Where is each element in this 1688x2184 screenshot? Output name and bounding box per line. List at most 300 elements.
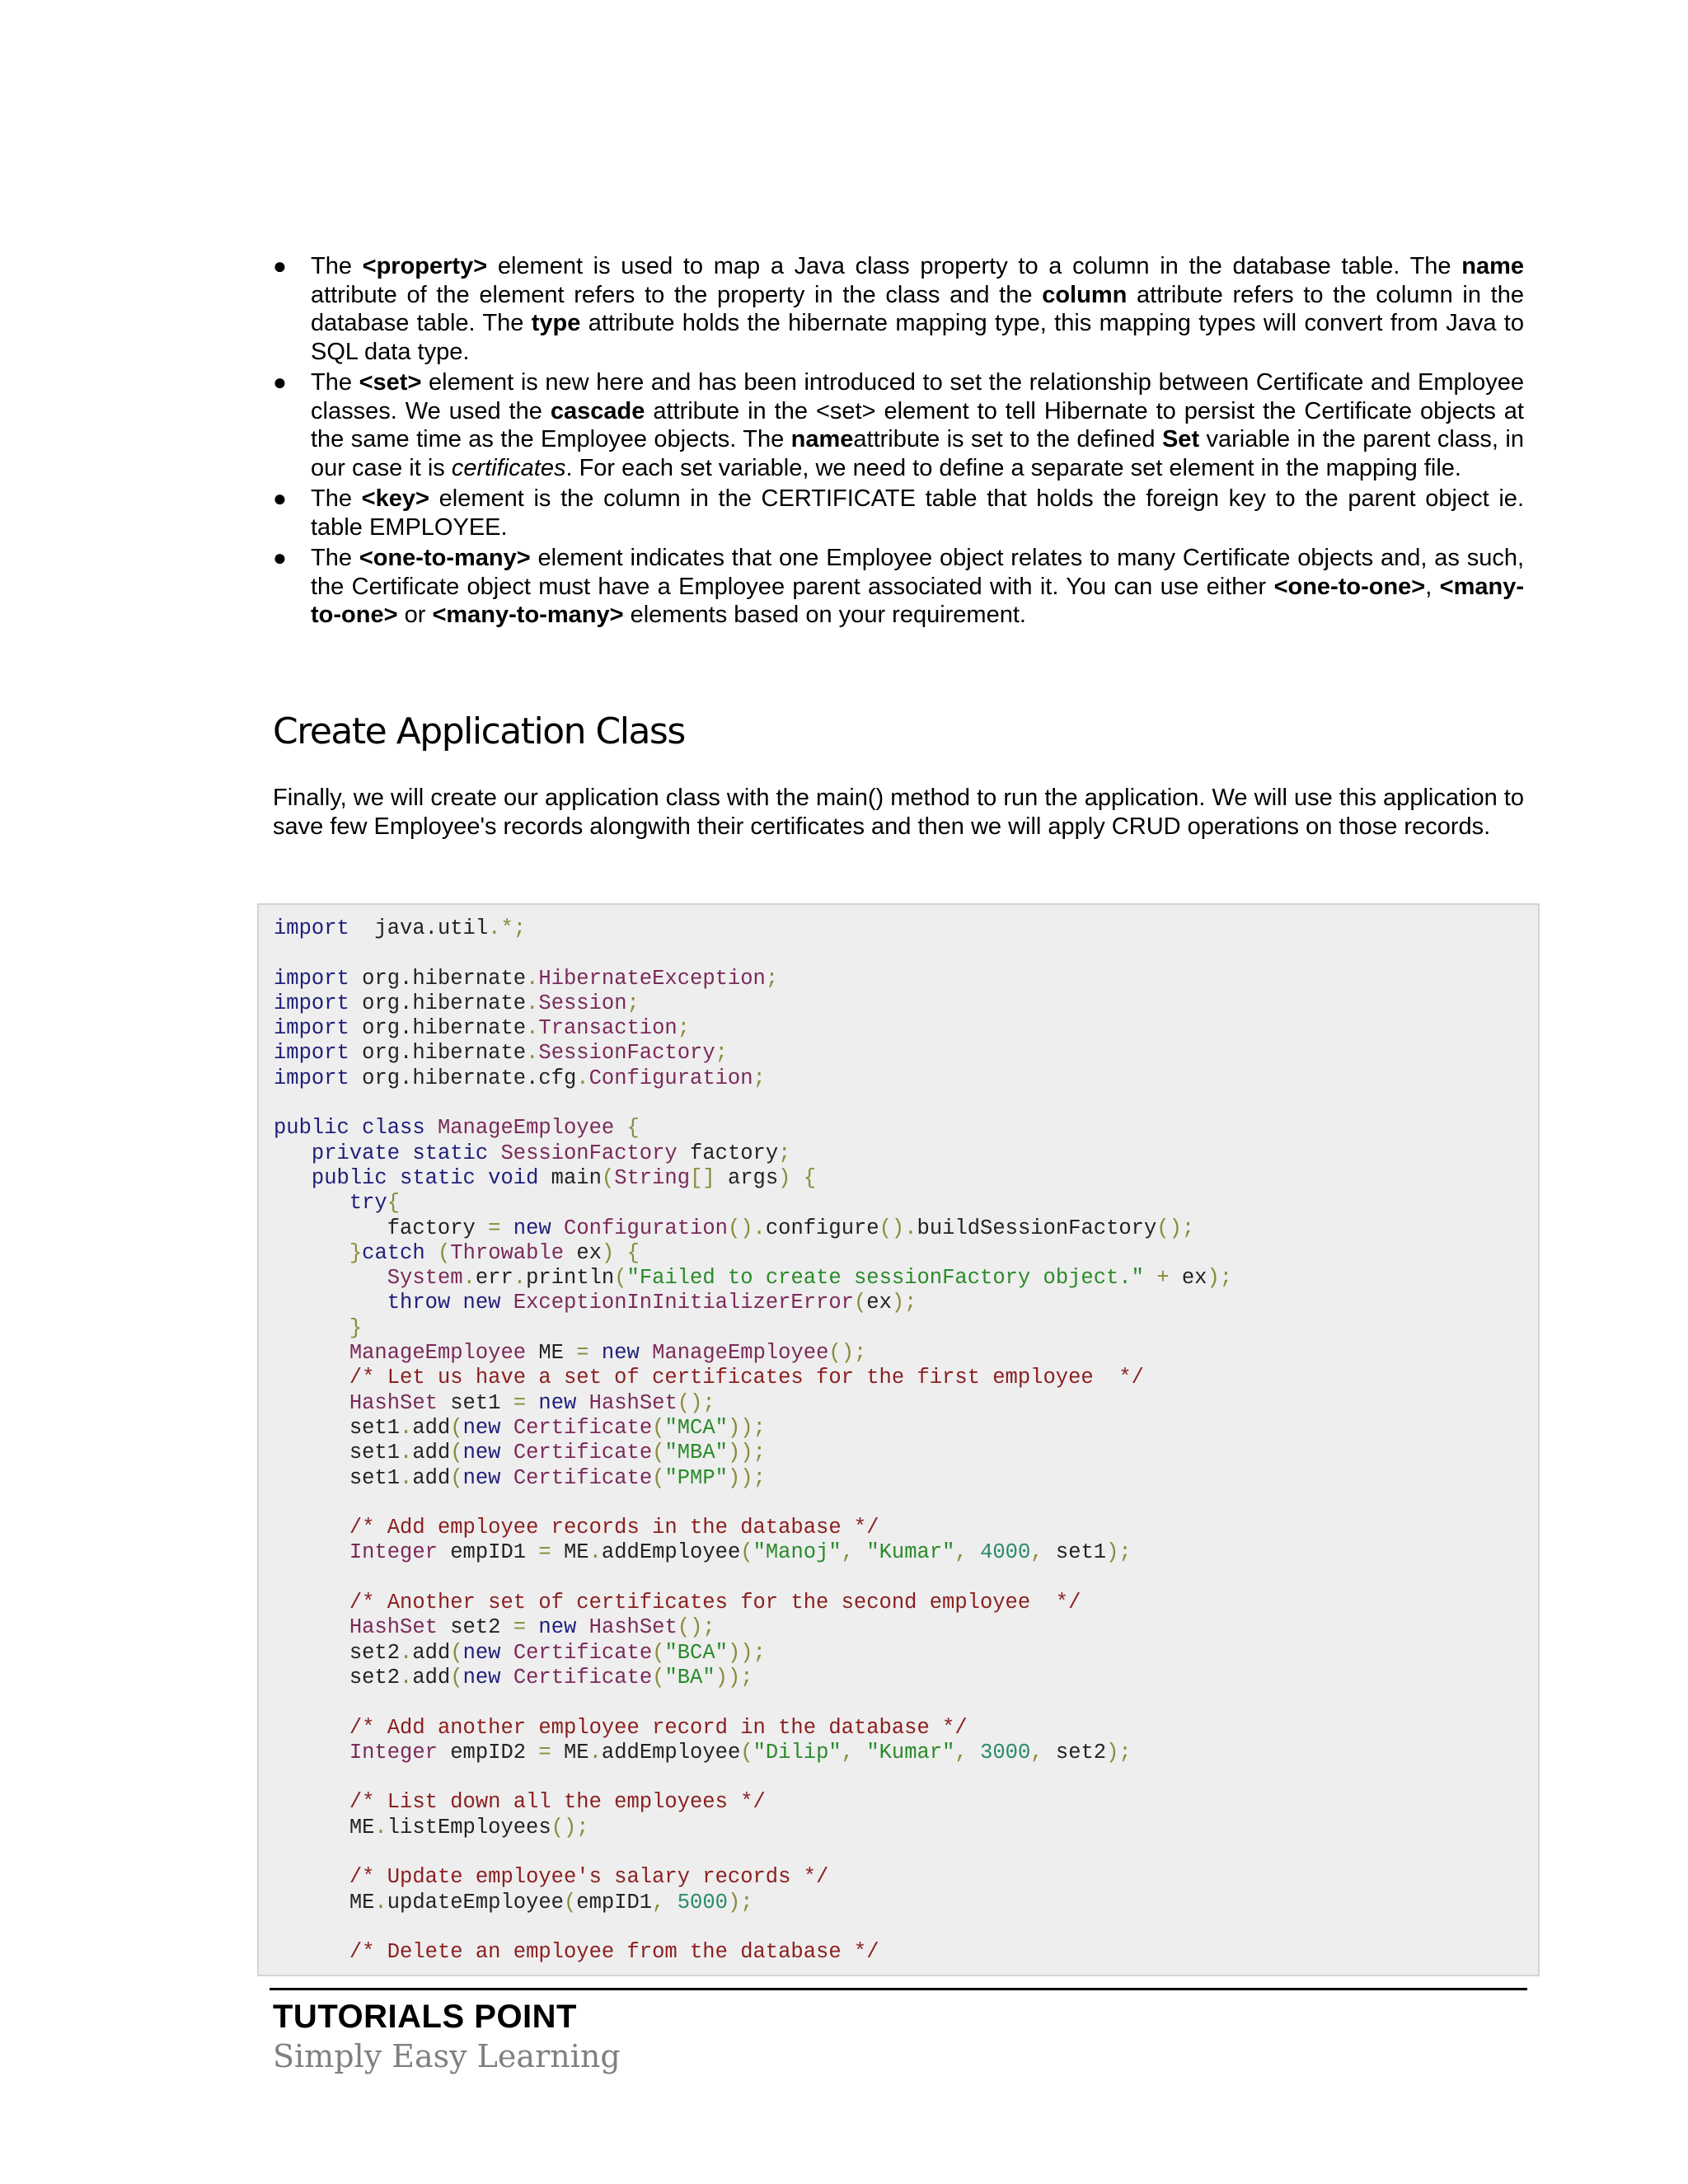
code-token: ( — [652, 1465, 665, 1490]
code-line — [274, 1316, 362, 1340]
code-token: org.hibernate — [362, 1041, 527, 1066]
code-token: , — [652, 1890, 665, 1915]
code-token: add — [412, 1441, 451, 1465]
code-token: )); — [715, 1665, 753, 1690]
code-token: HashSet — [349, 1615, 438, 1640]
code-token — [274, 1341, 349, 1365]
code-token — [576, 1391, 588, 1415]
code-token — [274, 1940, 349, 1964]
code-token: "Manoj" — [753, 1540, 842, 1565]
code-token: . — [588, 1540, 602, 1565]
code-token: org.hibernate — [362, 991, 527, 1015]
code-token: .*; — [488, 916, 527, 940]
code-token: ( — [740, 1740, 753, 1765]
code-token — [640, 1341, 652, 1365]
code-token: ME — [274, 1890, 375, 1915]
code-token: "PMP" — [664, 1465, 728, 1490]
code-token: "Kumar" — [866, 1540, 955, 1565]
code-token — [589, 1341, 602, 1365]
code-token: . — [526, 1016, 539, 1041]
code-token: (); — [551, 1815, 589, 1840]
code-token: ; — [778, 1141, 791, 1165]
code-token — [526, 1615, 538, 1639]
code-token: org.hibernate.cfg — [362, 1066, 577, 1090]
code-token: Integer — [349, 1740, 438, 1765]
code-token: . — [400, 1441, 413, 1465]
code-token: "Failed to create sessionFactory object." — [626, 1266, 1144, 1291]
bullet-item — [273, 368, 1524, 482]
code-token: "Kumar" — [866, 1740, 955, 1765]
code-token: )); — [727, 1415, 766, 1440]
code-token: ; — [715, 1041, 728, 1066]
code-token — [349, 967, 362, 991]
code-token — [500, 1216, 513, 1240]
bullet-term: column — [1042, 281, 1128, 308]
code-line — [274, 1891, 753, 1915]
code-token: new — [462, 1665, 501, 1690]
code-token — [349, 1066, 362, 1090]
bullet-item — [273, 485, 1524, 541]
code-token: new — [513, 1216, 551, 1240]
code-token: empID1 — [576, 1890, 653, 1915]
code-token: empID2 — [437, 1740, 539, 1765]
code-token: + — [1156, 1266, 1170, 1291]
section-title: Create Application Class — [273, 710, 685, 752]
code-token: ( — [652, 1665, 665, 1690]
code-token: add — [412, 1640, 451, 1665]
code-token: ex — [564, 1240, 602, 1265]
code-token: . — [588, 1740, 602, 1765]
code-token: "MCA" — [664, 1415, 728, 1440]
code-token: ); — [727, 1890, 753, 1915]
code-token — [274, 1366, 349, 1390]
code-line — [274, 1540, 1132, 1564]
code-line — [274, 1716, 968, 1740]
code-line — [274, 916, 526, 940]
code-line — [274, 1366, 1144, 1390]
code-token: } — [349, 1315, 363, 1340]
bullet-term: <key> — [361, 485, 429, 512]
code-line — [274, 1466, 766, 1490]
code-token: add — [412, 1665, 451, 1690]
bullet-text: . For each set variable, we need to define a separate set element in the mapping file. — [565, 454, 1461, 481]
code-token — [274, 1741, 349, 1765]
code-token: SessionFactory — [538, 1041, 715, 1066]
code-token — [968, 1540, 980, 1564]
code-token: set1 — [274, 1415, 401, 1440]
code-line — [274, 1241, 640, 1265]
bullet-text: attribute in the <set> element to tell Hibernate to persist the Certificate objects at the same time as the Employee objects. The — [311, 397, 1524, 452]
code-token — [274, 1865, 349, 1889]
code-token: . — [400, 1640, 413, 1665]
code-token: import — [274, 966, 349, 991]
code-token: import — [274, 1041, 349, 1066]
code-token: ( — [652, 1441, 665, 1465]
code-token: ; — [626, 991, 640, 1015]
code-token: HashSet — [349, 1390, 438, 1415]
code-token: = — [538, 1540, 551, 1565]
code-token: java.util — [349, 916, 489, 940]
code-token: new — [462, 1465, 501, 1490]
code-token: ( — [563, 1890, 577, 1915]
code-token: ManageEmployee — [349, 1341, 527, 1366]
bullet-text: The — [311, 253, 363, 279]
code-token: addEmployee — [601, 1540, 741, 1565]
bullet-dot-icon: ● — [273, 253, 287, 279]
code-token: ( — [601, 1165, 615, 1190]
code-token: public class — [274, 1116, 425, 1141]
footer-divider — [270, 1988, 1527, 1990]
bullet-text: attribute refers to the column in the database table. The — [311, 281, 1524, 336]
code-token: Transaction — [538, 1016, 678, 1041]
code-token: . — [400, 1665, 413, 1690]
code-line — [274, 1516, 879, 1540]
code-token: Throwable — [450, 1240, 565, 1265]
code-token: . — [576, 1066, 589, 1090]
bullet-text: The — [311, 545, 359, 571]
code-token: , — [1030, 1540, 1043, 1565]
bullet-term: <one-to-one> — [1273, 573, 1426, 600]
bullet-text: The — [311, 369, 359, 396]
bullet-item — [273, 252, 1524, 366]
code-token: buildSessionFactory — [917, 1216, 1157, 1240]
code-token: new — [462, 1441, 501, 1465]
code-token: )); — [727, 1465, 766, 1490]
code-token — [576, 1615, 588, 1639]
code-token: println — [526, 1266, 615, 1291]
code-token: , — [954, 1740, 968, 1765]
code-token: Configuration — [588, 1066, 753, 1090]
code-token: private static — [311, 1141, 489, 1165]
code-token: . — [462, 1266, 476, 1291]
code-token — [425, 1241, 438, 1265]
code-token: new — [462, 1415, 501, 1440]
code-line — [274, 1391, 715, 1415]
code-token: "MBA" — [664, 1441, 728, 1465]
code-token: ( — [614, 1266, 627, 1291]
code-token: . — [526, 1041, 539, 1066]
code-token: . — [513, 1266, 527, 1291]
code-token: ) — [601, 1240, 615, 1265]
code-line — [274, 1615, 715, 1639]
code-line — [274, 1790, 766, 1814]
code-token: { — [626, 1116, 640, 1141]
code-token: , — [954, 1540, 968, 1565]
code-token — [274, 1241, 349, 1265]
bullet-term: <property> — [362, 253, 488, 279]
code-token — [274, 1716, 349, 1740]
code-token — [968, 1741, 980, 1765]
code-token: /* Add employee records in the database */ — [349, 1516, 879, 1540]
code-token: try — [349, 1191, 387, 1216]
code-line — [274, 1641, 766, 1665]
code-token: SessionFactory — [500, 1141, 678, 1165]
code-token — [501, 1441, 513, 1465]
code-token: ( — [740, 1540, 753, 1565]
code-token: (); — [1156, 1216, 1195, 1240]
code-token — [425, 1116, 438, 1140]
code-line — [274, 1116, 640, 1140]
code-token: Certificate — [513, 1415, 653, 1440]
code-line — [274, 1016, 690, 1040]
code-token: new — [462, 1640, 501, 1665]
code-token: updateEmployee — [387, 1890, 564, 1915]
code-token — [488, 1141, 500, 1165]
bullet-dot-icon: ● — [273, 369, 287, 395]
bullet-text: element is the column in the CERTIFICATE table that holds the foreign key to the parent object ie. table EMPLOYEE. — [311, 485, 1524, 541]
code-token: . — [374, 1890, 387, 1915]
bullet-item — [273, 544, 1524, 630]
code-token — [854, 1741, 866, 1765]
code-token: ME — [551, 1540, 589, 1565]
code-token: ( — [450, 1441, 463, 1465]
bullet-term: <many-to-one> — [311, 573, 1524, 628]
code-token: (); — [677, 1615, 715, 1640]
code-token: new — [601, 1341, 640, 1366]
code-token: (). — [727, 1216, 766, 1240]
code-token: ; — [677, 1016, 691, 1041]
code-token: set1 — [274, 1465, 401, 1490]
code-token: ); — [1207, 1266, 1233, 1291]
code-token — [349, 1041, 362, 1065]
code-token — [274, 1291, 387, 1315]
code-token: /* Let us have a set of certificates for the first employee */ — [349, 1366, 1144, 1390]
code-token — [854, 1540, 866, 1564]
code-line — [274, 1666, 753, 1690]
code-token: HibernateException — [538, 966, 766, 991]
code-line — [274, 1591, 1081, 1615]
bullet-term: <many-to-many> — [432, 602, 624, 628]
code-token: "BA" — [664, 1665, 715, 1690]
code-token — [790, 1166, 803, 1190]
code-token: import — [274, 1016, 349, 1041]
code-token: add — [412, 1465, 451, 1490]
intro-paragraph: Finally, we will create our application class with the main() method to run the application. We will use this application to save few Employee's records alongwith their certificates and then we will apply CRUD operations on those records. — [273, 785, 1524, 840]
code-token: Certificate — [513, 1640, 653, 1665]
code-line — [274, 967, 778, 991]
code-line — [274, 1441, 766, 1465]
code-token: new — [538, 1390, 577, 1415]
code-token — [274, 1615, 349, 1639]
code-token: ME — [526, 1341, 577, 1366]
code-token: . — [526, 966, 539, 991]
code-token: System — [387, 1266, 463, 1291]
code-line — [274, 1266, 1232, 1290]
code-token: ; — [753, 1066, 766, 1090]
code-line — [274, 1141, 790, 1165]
code-token: . — [400, 1465, 413, 1490]
code-token — [274, 1316, 349, 1340]
code-token — [274, 1191, 349, 1215]
code-token — [349, 1016, 362, 1040]
code-token: ex — [1169, 1266, 1207, 1291]
code-token: catch — [362, 1240, 425, 1265]
code-token: set1 — [274, 1441, 401, 1465]
code-token: ); — [891, 1291, 917, 1315]
bullet-term: type — [531, 310, 581, 336]
code-token — [500, 1291, 513, 1315]
footer-brand-subtitle: Simply Easy Learning — [273, 2038, 621, 2074]
code-token: set2 — [274, 1640, 401, 1665]
code-token: set1 — [437, 1390, 513, 1415]
code-token: 5000 — [677, 1890, 728, 1915]
code-token: "BCA" — [664, 1640, 728, 1665]
code-token: ExceptionInInitializerError — [513, 1291, 854, 1315]
code-line — [274, 1341, 866, 1365]
code-token: (); — [677, 1390, 715, 1415]
code-token: args — [715, 1165, 779, 1190]
code-token — [1144, 1266, 1156, 1290]
code-token: } — [349, 1240, 363, 1265]
code-token: ( — [450, 1465, 463, 1490]
code-token — [349, 991, 362, 1015]
code-line — [274, 1816, 589, 1840]
code-token: new — [538, 1615, 577, 1640]
code-token — [501, 1641, 513, 1665]
code-token: 3000 — [980, 1740, 1031, 1765]
code-token: ( — [437, 1240, 451, 1265]
bullet-text: , — [1425, 573, 1440, 600]
code-token: [] — [690, 1165, 715, 1190]
bullet-text: attribute is set to the defined — [853, 426, 1162, 452]
code-token: ME — [274, 1815, 375, 1840]
bullet-dot-icon: ● — [273, 545, 287, 570]
code-listing — [274, 916, 1232, 1965]
code-token — [274, 1516, 349, 1540]
code-token — [274, 1266, 387, 1290]
code-line — [274, 1940, 879, 1964]
code-token: { — [626, 1240, 640, 1265]
code-token: ( — [652, 1640, 665, 1665]
bullet-text: certificates — [451, 454, 566, 481]
code-token: = — [513, 1390, 527, 1415]
code-token — [501, 1466, 513, 1490]
code-token: import — [274, 1066, 349, 1090]
code-token: = — [576, 1341, 589, 1366]
code-token — [664, 1891, 677, 1915]
code-token: ManageEmployee — [437, 1116, 615, 1141]
bullet-text: attribute of the element refers to the property in the class and the — [311, 281, 1043, 308]
code-token: addEmployee — [601, 1740, 741, 1765]
code-token: set2 — [1043, 1740, 1107, 1765]
footer-brand-title: TUTORIALS POINT — [273, 1999, 577, 2035]
code-token: /* List down all the employees */ — [349, 1790, 766, 1815]
code-token: set1 — [1043, 1540, 1107, 1565]
code-token: main — [538, 1165, 602, 1190]
code-token: , — [1030, 1740, 1043, 1765]
code-token: HashSet — [588, 1615, 678, 1640]
code-token — [526, 1391, 538, 1415]
code-token: "Dilip" — [753, 1740, 842, 1765]
code-token: . — [400, 1415, 413, 1440]
code-token — [274, 1790, 349, 1814]
code-token: ex — [866, 1291, 892, 1315]
code-token: add — [412, 1415, 451, 1440]
code-token: String — [614, 1165, 691, 1190]
code-token: empID1 — [437, 1540, 539, 1565]
code-token: . — [526, 991, 539, 1015]
code-token: ; — [765, 966, 779, 991]
bullet-text: element indicates that one Employee object relates to many Certificate objects and, as such, the Certificate object must have a Employee parent associated with it. You can use either — [311, 545, 1525, 600]
bullet-text: The — [311, 485, 362, 512]
code-token — [614, 1241, 626, 1265]
code-token — [501, 1666, 513, 1690]
code-token: listEmployees — [387, 1815, 551, 1840]
code-line — [274, 1865, 828, 1889]
code-token — [274, 1391, 349, 1415]
bullet-term: Set — [1161, 426, 1200, 452]
code-token: factory — [677, 1141, 779, 1165]
code-line — [274, 1066, 766, 1090]
bullet-text: element is used to map a Java class property to a column in the database table. The — [487, 253, 1462, 279]
code-token: /* Update employee's salary records */ — [349, 1865, 829, 1890]
code-token: import — [274, 991, 349, 1015]
code-token: Configuration — [564, 1216, 728, 1240]
code-block — [257, 903, 1540, 1976]
code-token: = — [488, 1216, 501, 1240]
code-token: = — [513, 1615, 527, 1640]
code-line — [274, 1216, 1194, 1240]
bullet-text: variable in the parent class, in our case it is — [311, 426, 1524, 481]
bullet-dot-icon: ● — [273, 485, 287, 511]
code-token: throw new — [387, 1291, 501, 1315]
code-line — [274, 1041, 728, 1065]
code-token — [274, 1141, 312, 1165]
code-token: 4000 — [980, 1540, 1031, 1565]
bullet-text: attribute holds the hibernate mapping type, this mapping types will convert from Java to SQL data type. — [311, 310, 1524, 365]
code-token: set2 — [274, 1665, 401, 1690]
code-token: ); — [1106, 1540, 1132, 1565]
code-token: org.hibernate — [362, 1016, 527, 1041]
code-token: Certificate — [513, 1665, 653, 1690]
code-token: ( — [450, 1665, 463, 1690]
code-token: . — [374, 1815, 387, 1840]
code-line — [274, 991, 640, 1015]
code-token: (). — [879, 1216, 917, 1240]
code-token: ( — [450, 1415, 463, 1440]
bullet-term: <one-to-many> — [359, 545, 531, 571]
code-token: import — [274, 916, 349, 940]
code-token: set2 — [437, 1615, 513, 1640]
code-token: /* Delete an employee from the database */ — [349, 1940, 879, 1965]
bullet-term: name — [790, 426, 854, 452]
code-token: (); — [828, 1341, 867, 1366]
bullet-term: cascade — [550, 397, 645, 424]
code-token: { — [803, 1165, 817, 1190]
bullet-term: <set> — [359, 369, 422, 396]
code-token: , — [841, 1740, 854, 1765]
code-token: Session — [538, 991, 627, 1015]
bullet-text: elements based on your requirement. — [623, 602, 1026, 628]
code-token — [274, 1166, 312, 1190]
code-token: Integer — [349, 1540, 438, 1565]
code-token — [274, 1591, 349, 1615]
code-line — [274, 1191, 400, 1215]
code-line — [274, 1741, 1132, 1765]
code-line — [274, 1291, 917, 1315]
code-token: , — [841, 1540, 854, 1565]
code-token: ( — [853, 1291, 867, 1315]
code-token: factory — [274, 1216, 489, 1240]
code-token: )); — [727, 1441, 766, 1465]
bullet-text: or — [397, 602, 433, 628]
code-token — [274, 1540, 349, 1564]
code-token: err — [475, 1266, 513, 1291]
code-token: ME — [551, 1740, 589, 1765]
code-token — [501, 1416, 513, 1440]
code-token: ( — [652, 1415, 665, 1440]
code-line — [274, 1416, 766, 1440]
